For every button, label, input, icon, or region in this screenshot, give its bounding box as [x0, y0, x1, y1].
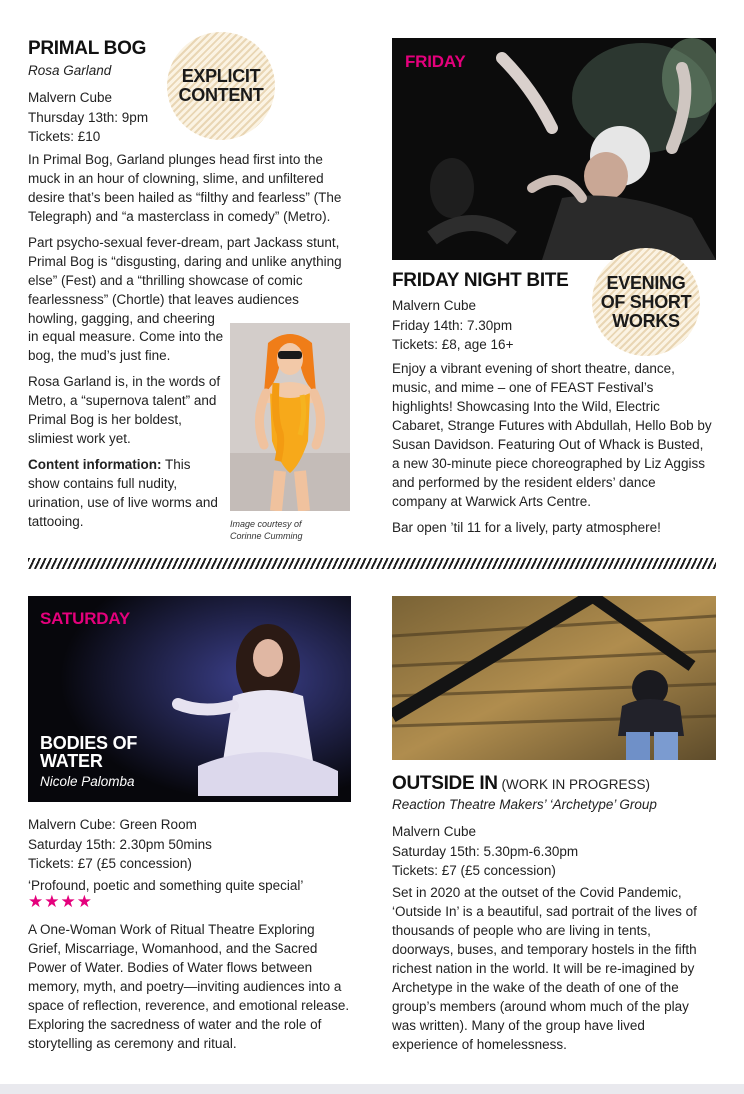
page-bottom-band [0, 1084, 744, 1094]
paragraph: Bar open ’til 11 for a lively, party atmosphere! [392, 520, 661, 535]
friday-day-label: FRIDAY [405, 52, 466, 71]
section-divider [28, 558, 716, 569]
outside-in-venue: Malvern Cube [392, 824, 477, 839]
photo-title-line: BODIES OF [40, 733, 138, 753]
badge-line: EVENING [606, 272, 686, 293]
paragraph: in equal measure. Come into the bog, the mud’s just fine. [28, 329, 224, 363]
primal-bog-venue: Malvern Cube [28, 90, 113, 105]
outside-in-heading [392, 773, 650, 795]
primal-bog-title: PRIMAL BOG [28, 38, 147, 59]
bodies-of-water-title [40, 734, 137, 770]
paragraph: A One-Woman Work of Ritual Theatre Exploring Grief, Miscarriage, Womanhood, and the Sacred Power of Water. Bodies of Water flows between memory, myth, and poetry—inviting audiences into a space of reflection, reverence, and emotional release. Exploring the sacredness of water and the role of storytelling as ceremony and ritual. [28, 922, 350, 1051]
saturday-tickets: Tickets: £7 (£5 concession) [28, 856, 192, 871]
saturday-venue: Malvern Cube: Green Room [28, 817, 197, 832]
paragraph: Enjoy a vibrant evening of short theatre, dance, music, and mime – one of FEAST Festival’s highlights! Showcasing Into the Wild, Electric Cabaret, Strange Futures with Abdullah, Hello Bob by Susan Davidson. Featuring Out of Whack is Busted, a new 30-minute piece choreographed by Liz Aggiss and performed by the resident elders’ dance company at Warwick Arts Centre. [392, 361, 712, 509]
photo-credit [230, 518, 303, 542]
work-in-progress-label: (WORK IN PROGRESS) [497, 777, 650, 792]
outside-in-title: OUTSIDE IN [392, 773, 498, 794]
saturday-date: Saturday 15th: 2.30pm 50mins [28, 836, 212, 852]
bodies-of-water-artist: Nicole Palomba [40, 774, 135, 789]
badge-line: OF SHORT [600, 291, 692, 312]
primal-bog-description-cont [28, 327, 224, 538]
paragraph: Set in 2020 at the outset of the Covid Pandemic, ‘Outside In’ is a beautiful, sad portrait of the lives of thousands of people who are living in tents, doorways, buses, and temporary hostels in the fifth richest nation in the world. It will be re-imagined by Archetype in the wake of the death of one of the group’s members (around whom much of the play was written). Many of the group have lived experience of homelessness. [392, 885, 697, 1052]
badge-line: CONTENT [178, 85, 264, 105]
badge-line: WORKS [612, 310, 680, 331]
badge-line: EXPLICIT [181, 66, 261, 86]
content-info-text: This show contains full nudity, urination, use of live worms and tattooing. [28, 457, 218, 529]
performer-illustration [230, 323, 350, 511]
primal-bog-tickets: Tickets: £10 [28, 129, 101, 144]
content-info-label: Content information: [28, 457, 162, 472]
paragraph: In Primal Bog, Garland plunges head first into the muck in an hour of clowning, slime, and unfiltered desire that’s been hailed as “filthy and fearless” (The Telegraph) and “a masterclass in comedy” (Metro). [28, 152, 342, 224]
outside-in-group: Reaction Theatre Makers’ ‘Archetype’ Group [392, 797, 657, 812]
friday-venue: Malvern Cube [392, 298, 477, 313]
primal-bog-artist: Rosa Garland [28, 63, 112, 78]
paragraph: Part psycho-sexual fever-dream, part Jackass stunt, Primal Bog is “disgusting, daring and unlike anything else” (Fest) and a “thrilling showcase of comic fearlessness” (Chortle) that leaves audiences howling, gagging, and cheering [28, 235, 342, 326]
content-information [28, 455, 224, 531]
friday-tickets: Tickets: £8, age 16+ [392, 337, 514, 352]
caption-line: Corinne Cumming [230, 531, 303, 541]
primal-bog-description [28, 150, 350, 328]
outside-in-date: Saturday 15th: 5.30pm-6.30pm [392, 843, 579, 859]
friday-description [392, 359, 714, 544]
friday-date: Friday 14th: 7.30pm [392, 317, 513, 333]
friday-night-bite-title: FRIDAY NIGHT BITE [392, 270, 569, 291]
caption-line: Image courtesy of [230, 519, 302, 529]
paragraph: Rosa Garland is, in the words of Metro, a “supernova talent” and Primal Bog is her boldest, slimiest work yet. [28, 374, 221, 446]
saturday-quote: ‘Profound, poetic and something quite special’ [28, 878, 304, 893]
photo-title-line: WATER [40, 751, 103, 771]
outside-in-details [392, 822, 692, 881]
outside-in-tickets: Tickets: £7 (£5 concession) [392, 863, 556, 878]
evening-short-works-badge [592, 248, 700, 356]
primal-bog-photo [230, 323, 350, 511]
star-rating: ★★★★ [28, 892, 93, 911]
explicit-content-badge [167, 32, 275, 140]
saturday-description [28, 920, 350, 1060]
saturday-day-label: SATURDAY [40, 609, 131, 628]
outside-in-photo [392, 596, 716, 760]
outside-in-description [392, 883, 714, 1061]
outside-in-illustration [392, 596, 716, 760]
friday-details [392, 296, 592, 355]
saturday-details [28, 815, 348, 874]
primal-bog-date: Thursday 13th: 9pm [28, 109, 149, 125]
